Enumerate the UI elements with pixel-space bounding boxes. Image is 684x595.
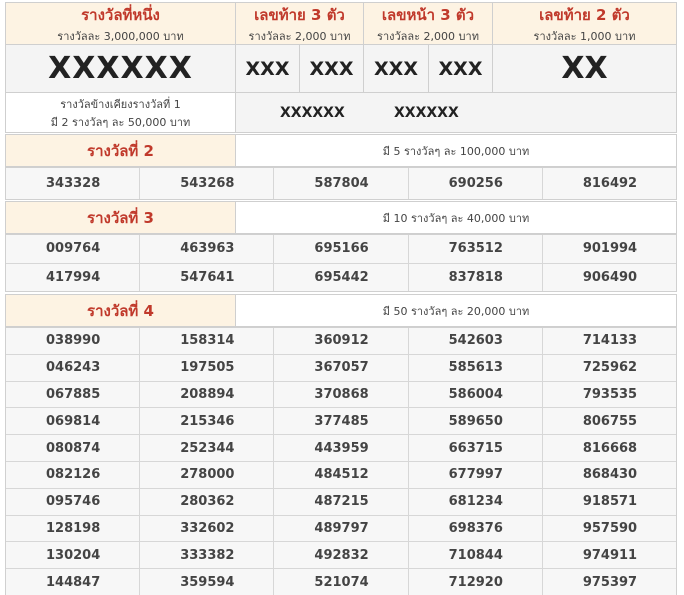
number-cell: 901994 — [582, 241, 638, 257]
front3-number-1: XXX — [374, 57, 418, 80]
number-cell: 695442 — [274, 264, 408, 292]
first-prize-title: รางวัลที่หนึ่ง — [81, 5, 160, 24]
prize3-title: รางวัลที่ 3 — [5, 201, 236, 234]
number-cell: 587804 — [274, 168, 408, 199]
number-cell: 763512 — [409, 235, 543, 263]
number-cell: 547641 — [140, 264, 274, 292]
number-cell: 837818 — [409, 264, 543, 292]
number-cell: 443959 — [274, 435, 408, 461]
prize3-desc: มี 10 รางวัลๆ ละ 40,000 บาท — [236, 201, 677, 234]
last2-header — [493, 2, 677, 45]
number-cell: 793535 — [582, 386, 638, 402]
prize2-desc: มี 5 รางวัลๆ ละ 100,000 บาท — [236, 134, 677, 167]
table-row — [6, 462, 676, 489]
number-cell: 492832 — [274, 542, 408, 568]
number-cell: 816668 — [582, 440, 638, 456]
number-cell: 332602 — [140, 516, 274, 542]
last2-number: XX — [561, 51, 608, 86]
table-row — [6, 516, 676, 543]
first-prize-amount: รางวัลละ 3,000,000 บาท — [57, 29, 184, 43]
number-cell: 521074 — [274, 569, 408, 595]
number-cell: 069814 — [6, 408, 140, 434]
last3-value-2-cell — [300, 45, 364, 93]
last3-number-2: XXX — [309, 57, 354, 80]
number-cell: 806755 — [582, 413, 638, 429]
number-cell: 542603 — [409, 328, 543, 354]
number-cell: 208894 — [140, 382, 274, 408]
number-cell: 589650 — [409, 408, 543, 434]
number-cell: 377485 — [274, 408, 408, 434]
prize3-table — [5, 234, 677, 292]
number-cell: 816492 — [582, 176, 638, 191]
last3-value-1-cell — [236, 45, 300, 93]
number-cell: 585613 — [409, 355, 543, 381]
number-cell: 543268 — [140, 168, 274, 199]
number-cell: 868430 — [582, 467, 638, 483]
number-cell: 197505 — [140, 355, 274, 381]
front3-value-1-cell — [364, 45, 429, 93]
number-cell: 975397 — [582, 574, 638, 590]
front3-title: เลขหน้า 3 ตัว — [381, 5, 475, 24]
table-row — [6, 542, 676, 569]
number-cell: 487215 — [274, 489, 408, 515]
side-prize-label — [5, 93, 236, 133]
number-cell: 046243 — [6, 355, 140, 381]
number-cell: 695166 — [274, 235, 408, 263]
number-cell: 082126 — [6, 462, 140, 488]
last3-title: เลขท้าย 3 ตัว — [254, 5, 345, 24]
number-cell: 710844 — [409, 542, 543, 568]
table-row — [6, 435, 676, 462]
number-cell: 144847 — [6, 569, 140, 595]
number-cell: 278000 — [140, 462, 274, 488]
number-cell: 906490 — [582, 269, 638, 285]
number-cell: 463963 — [140, 235, 274, 263]
number-cell: 586004 — [409, 382, 543, 408]
number-cell: 080874 — [6, 435, 140, 461]
table-row — [6, 569, 676, 595]
number-cell: 067885 — [6, 382, 140, 408]
table-row — [6, 328, 676, 355]
number-cell: 417994 — [6, 264, 140, 292]
number-cell: 360912 — [274, 328, 408, 354]
number-cell: 484512 — [274, 462, 408, 488]
number-cell: 957590 — [582, 520, 638, 536]
table-row — [6, 235, 676, 264]
prize2-title: รางวัลที่ 2 — [5, 134, 236, 167]
number-cell: 663715 — [409, 435, 543, 461]
prize4-table — [5, 327, 677, 595]
table-row — [6, 264, 676, 292]
front3-amount: รางวัลละ 2,000 บาท — [377, 29, 479, 43]
number-cell: 367057 — [274, 355, 408, 381]
number-cell: 681234 — [409, 489, 543, 515]
prize4-title: รางวัลที่ 4 — [5, 294, 236, 327]
number-cell: 918571 — [582, 494, 638, 510]
number-cell: 158314 — [140, 328, 274, 354]
number-cell: 280362 — [140, 489, 274, 515]
number-cell: 370868 — [274, 382, 408, 408]
front3-header — [364, 2, 493, 45]
side-prize-line2: มี 2 รางวัลๆ ละ 50,000 บาท — [50, 115, 191, 129]
table-row — [6, 382, 676, 409]
side-prize-number-1: XXXXXX — [280, 105, 345, 121]
number-cell: 333382 — [140, 542, 274, 568]
first-prize-value-cell — [5, 45, 236, 93]
number-cell: 215346 — [140, 408, 274, 434]
side-prize-values — [236, 93, 677, 133]
last2-value-cell — [493, 45, 677, 93]
table-row — [6, 489, 676, 516]
number-cell: 974911 — [582, 547, 638, 563]
number-cell: 677997 — [409, 462, 543, 488]
number-cell: 690256 — [409, 168, 543, 199]
first-prize-header — [5, 2, 236, 45]
last3-number-1: XXX — [245, 57, 290, 80]
front3-number-2: XXX — [438, 57, 483, 80]
table-row — [6, 408, 676, 435]
number-cell: 095746 — [6, 489, 140, 515]
last3-header — [236, 2, 364, 45]
number-cell: 038990 — [6, 328, 140, 354]
table-row — [6, 355, 676, 382]
number-cell: 009764 — [6, 235, 140, 263]
number-cell: 359594 — [140, 569, 274, 595]
number-cell: 128198 — [6, 516, 140, 542]
number-cell: 252344 — [140, 435, 274, 461]
number-cell: 343328 — [6, 168, 140, 199]
side-prize-line1: รางวัลข้างเคียงรางวัลที่ 1 — [60, 97, 181, 111]
prize2-table — [5, 167, 677, 200]
number-cell: 489797 — [274, 516, 408, 542]
prize4-desc: มี 50 รางวัลๆ ละ 20,000 บาท — [236, 294, 677, 327]
table-row — [6, 168, 676, 199]
last2-amount: รางวัลละ 1,000 บาท — [533, 29, 636, 43]
number-cell: 698376 — [409, 516, 543, 542]
number-cell: 725962 — [582, 360, 638, 376]
last3-amount: รางวัลละ 2,000 บาท — [248, 29, 351, 43]
front3-value-2-cell — [429, 45, 493, 93]
first-prize-number: XXXXXX — [48, 51, 193, 86]
last2-title: เลขท้าย 2 ตัว — [539, 5, 630, 24]
number-cell: 712920 — [409, 569, 543, 595]
number-cell: 130204 — [6, 542, 140, 568]
number-cell: 714133 — [582, 333, 638, 349]
side-prize-number-2: XXXXXX — [394, 105, 459, 121]
